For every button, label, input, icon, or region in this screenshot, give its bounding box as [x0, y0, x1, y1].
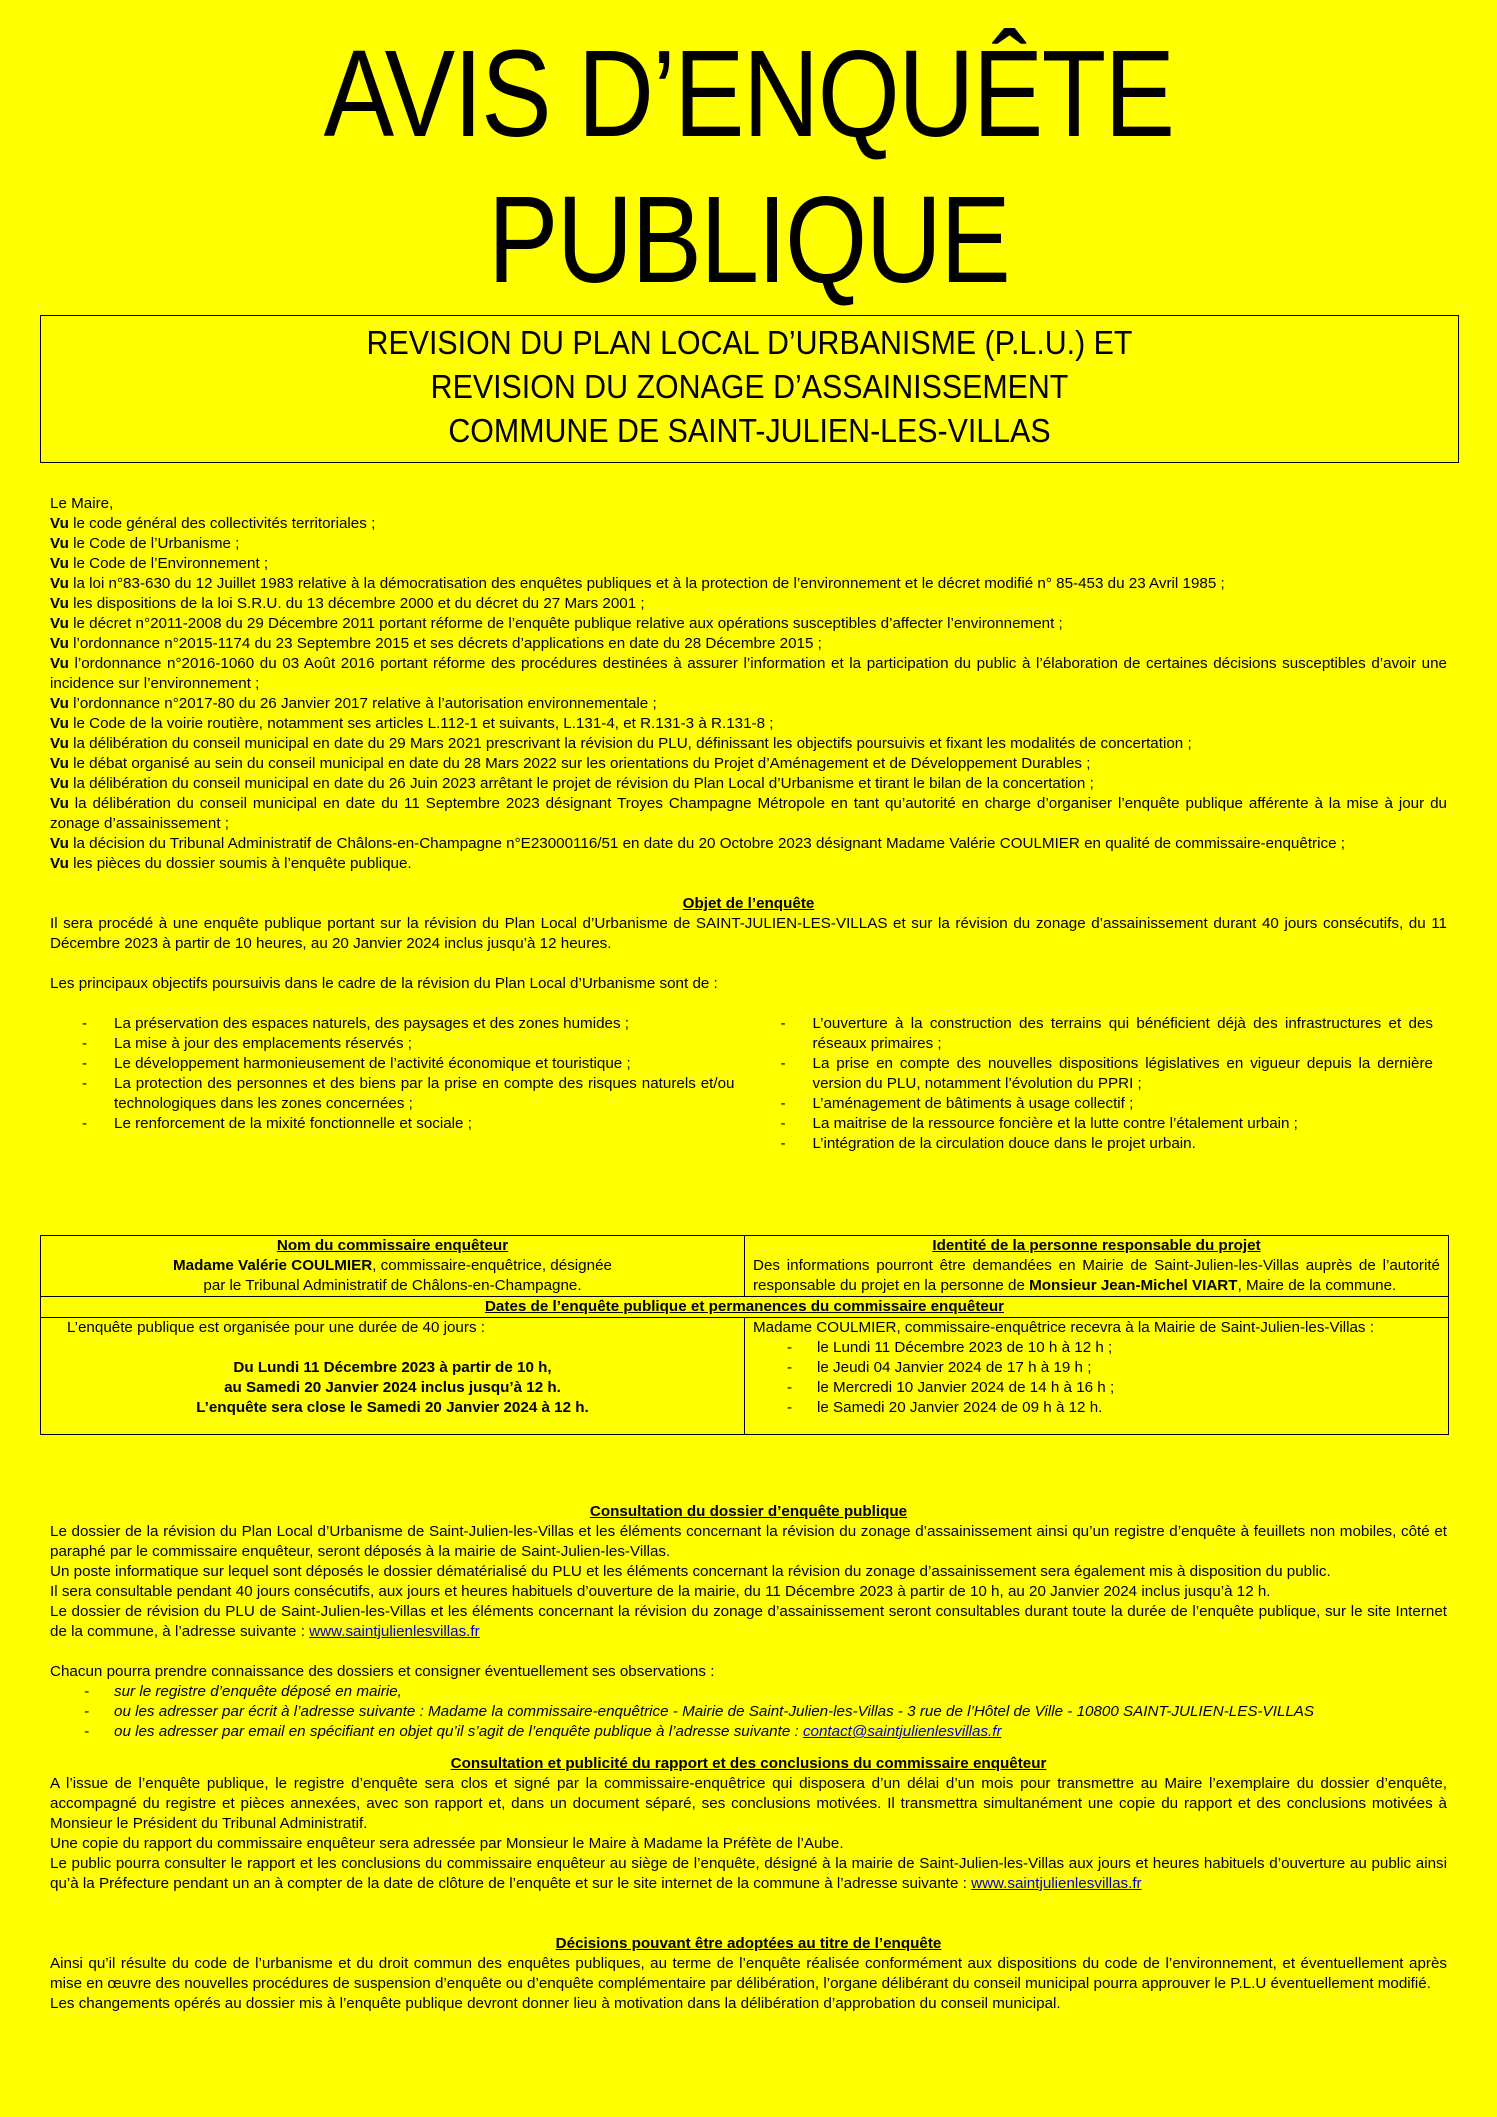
consultation-p2: Un poste informatique sur lequel sont déposés le dossier dématérialisé du PLU et les éléments concernant la révision du zonage d’assainissement sera également mis à disposition du public.	[50, 1563, 1331, 1580]
vu-list	[50, 514, 1447, 874]
website-link[interactable]: www.saintjulienlesvillas.fr	[309, 1623, 480, 1640]
consultation-section	[50, 1502, 1447, 2014]
commissaire-line-2: par le Tribunal Administratif de Châlons-en-Champagne.	[203, 1277, 582, 1294]
vu-item: Vu le débat organisé au sein du conseil municipal en date du 28 Mars 2022 sur les orientations du Projet d’Aménagement et de Développement Durables ;	[50, 755, 1091, 772]
vu-item: Vu le décret n°2011-2008 du 29 Décembre 2011 portant réforme de l’enquête publique relative aux opérations susceptibles d’affecter l’environnement ;	[50, 615, 1063, 632]
date-start: Du Lundi 11 Décembre 2023 à partir de 10 h,	[233, 1359, 552, 1376]
permanence-item: - le Jeudi 04 Janvier 2024 de 17 h à 19 h ;	[753, 1358, 1440, 1378]
vu-item: Vu les dispositions de la loi S.R.U. du 13 décembre 2000 et du décret du 27 Mars 2001 ;	[50, 595, 645, 612]
decisions-p2: Les changements opérés au dossier mis à l’enquête publique devront donner lieu à motivation dans la délibération d’approbation du conseil municipal.	[50, 1995, 1061, 2012]
permanence-item: - le Mercredi 10 Janvier 2024 de 14 h à 16 h ;	[753, 1378, 1440, 1398]
objet-text: Il sera procédé à une enquête publique portant sur la révision du Plan Local d’Urbanisme de SAINT-JULIEN-LES-VILLAS et sur la révision du zonage d’assainissement durant 40 jours consécutifs, du 11 Décembre 2023 à partir de 10 heures, au 20 Janvier 2024 inclus jusqu’à 12 heures.	[50, 915, 1447, 952]
subtitle-line-3: COMMUNE DE SAINT-JULIEN-LES-VILLAS	[448, 412, 1051, 449]
duration-text: L’enquête publique est organisée pour une durée de 40 jours :	[67, 1319, 485, 1336]
date-end: au Samedi 20 Janvier 2024 inclus jusqu’à 12 h.	[224, 1379, 561, 1396]
decisions-title: Décisions pouvant être adoptées au titre de l’enquête	[555, 1935, 942, 1952]
consultation-p1: Le dossier de la révision du Plan Local d’Urbanisme de Saint-Julien-les-Villas et les éléments concernant la révision du zonage d’assainissement ainsi qu’un registre d’enquête à feuillets non mobiles, côté et paraphé par le commissaire enquêteur, seront déposés à la mairie de Saint-Julien-les-Villas.	[50, 1523, 1447, 1560]
vu-item: Vu l’ordonnance n°2016-1060 du 03 Août 2016 portant réforme des procédures destinées à assurer l’information et la participation du public à l’élaboration de certaines décisions susceptibles d’avoir une incidence sur l’environnement ;	[50, 655, 1447, 692]
preamble-section	[50, 494, 1447, 1154]
objet-title: Objet de l’enquête	[682, 895, 815, 912]
main-title	[105, 22, 1392, 314]
commissaire-line: Madame Valérie COULMIER, commissaire-enquêtrice, désignée	[173, 1257, 612, 1274]
vu-item: Vu le Code de la voirie routière, notamment ses articles L.112-1 et suivants, L.131-4, et R.131-3 à R.131-8 ;	[50, 715, 774, 732]
permanence-item: - le Samedi 20 Janvier 2024 de 09 h à 12 h.	[753, 1398, 1440, 1418]
objective-item: - Le développement harmonieusement de l’activité économique et touristique ;	[50, 1054, 749, 1074]
rapport-p2: Une copie du rapport du commissaire enquêteur sera adressée par Monsieur le Maire à Madame la Préfète de l’Aube.	[50, 1835, 844, 1852]
date-close: L’enquête sera close le Samedi 20 Janvier 2024 à 12 h.	[196, 1399, 589, 1416]
objective-item: - Le renforcement de la mixité fonctionnelle et sociale ;	[50, 1114, 749, 1134]
dates-bold	[49, 1358, 736, 1418]
objective-item: - L’intégration de la circulation douce dans le projet urbain.	[749, 1134, 1448, 1154]
permanence-item: - le Lundi 11 Décembre 2023 de 10 h à 12 h ;	[753, 1338, 1440, 1358]
objective-item: - La mise à jour des emplacements réservés ;	[50, 1034, 749, 1054]
permanences-list	[753, 1338, 1440, 1418]
info-table	[40, 1235, 1449, 1435]
objective-item: - La protection des personnes et des biens par la prise en compte des risques naturels et/ou technologiques dans les zones concernées ;	[50, 1074, 749, 1114]
permanences-cell	[745, 1318, 1449, 1435]
consultation-p4: Le dossier de révision du PLU de Saint-Julien-les-Villas et les éléments concernant la révision du zonage d’assainissement seront consultables durant toute la durée de l’enquête publique, sur le site Internet de la commune, à l’adresse suivante : www.saintjulienlesvillas.fr	[50, 1603, 1447, 1640]
objective-item: - La prise en compte des nouvelles dispositions législatives en vigueur depuis la dernière version du PLU, notamment l’évolution du PPRI ;	[749, 1054, 1448, 1094]
observation-item: - ou les adresser par écrit à l’adresse suivante : Madame la commissaire-enquêtrice - Mairie de Saint-Julien-les-Villas - 3 rue de l’Hôtel de Ville - 10800 SAINT-JULIEN-LES-VILLAS	[50, 1702, 1447, 1722]
responsable-cell	[745, 1236, 1449, 1297]
objectives-left-list	[50, 1014, 749, 1154]
vu-item: Vu le code général des collectivités territoriales ;	[50, 515, 376, 532]
preamble-intro: Le Maire,	[50, 495, 114, 512]
observation-item: - ou les adresser par email en spécifiant en objet qu’il s’agit de l’enquête publique à l’adresse suivante : contact@saintjulienlesvillas.fr	[50, 1722, 1447, 1742]
objective-item: - La maitrise de la ressource foncière et la lutte contre l’étalement urbain ;	[749, 1114, 1448, 1134]
vu-item: Vu la délibération du conseil municipal en date du 26 Juin 2023 arrêtant le projet de révision du Plan Local d’Urbanisme et tirant le bilan de la concertation ;	[50, 775, 1094, 792]
vu-item: Vu la délibération du conseil municipal en date du 11 Septembre 2023 désignant Troyes Champagne Métropole en tant qu’autorité en charge d’organiser l’enquête publique afférente à la mise à jour du zonage d’assainissement ;	[50, 795, 1447, 832]
objective-item: - La préservation des espaces naturels, des paysages et des zones humides ;	[50, 1014, 749, 1034]
vu-item: Vu la délibération du conseil municipal en date du 29 Mars 2021 prescrivant la révision du PLU, définissant les objectifs poursuivis et fixant les modalités de concertation ;	[50, 735, 1192, 752]
consultation-p5: Chacun pourra prendre connaissance des dossiers et consigner éventuellement ses observations :	[50, 1663, 715, 1680]
vu-item: Vu le Code de l’Urbanisme ;	[50, 535, 240, 552]
objective-item: - L’aménagement de bâtiments à usage collectif ;	[749, 1094, 1448, 1114]
commissaire-cell	[41, 1236, 745, 1297]
vu-item: Vu le Code de l’Environnement ;	[50, 555, 269, 572]
rapport-p1: A l’issue de l’enquête publique, le registre d’enquête sera clos et signé par la commissaire-enquêtrice qui disposera d’un délai d’un mois pour transmettre au Maire l’exemplaire du dossier d’enquête, accompagné du registre et pièces annexées, avec son rapport et, dans un document séparé, ses conclusions motivées. Il transmettra simultanément une copie du rapport et des conclusions motivées à Monsieur le Président du Tribunal Administratif.	[50, 1775, 1447, 1832]
vu-item: Vu l’ordonnance n°2015-1174 du 23 Septembre 2015 et ses décrets d’applications en date du 28 Décembre 2015 ;	[50, 635, 822, 652]
responsable-header: Identité de la personne responsable du projet	[932, 1237, 1261, 1254]
observation-item: - sur le registre d’enquête déposé en mairie,	[50, 1682, 1447, 1702]
rapport-title: Consultation et publicité du rapport et des conclusions du commissaire enquêteur	[450, 1755, 1047, 1772]
consultation-title: Consultation du dossier d’enquête publique	[589, 1503, 908, 1520]
permanences-intro: Madame COULMIER, commissaire-enquêtrice recevra à la Mairie de Saint-Julien-les-Villas :	[753, 1319, 1374, 1336]
decisions-p1: Ainsi qu’il résulte du code de l’urbanisme et du droit commun des enquêtes publiques, au terme de l’enquête réalisée conformément aux dispositions du code de l’environnement, et éventuellement après mise en œuvre des nouvelles procédures de suspension d’enquête ou d’enquête complémentaire par délibération, l’organe délibérant du conseil municipal pourra approuver le P.L.U éventuellement modifié.	[50, 1955, 1447, 1992]
vu-item: Vu la décision du Tribunal Administratif de Châlons-en-Champagne n°E23000116/51 en date du 20 Octobre 2023 désignant Madame Valérie COULMIER en qualité de commissaire-enquêtrice ;	[50, 835, 1345, 852]
observations-list	[50, 1682, 1447, 1742]
dates-header: Dates de l’enquête publique et permanences du commissaire enquêteur	[41, 1297, 1449, 1318]
email-link[interactable]: contact@saintjulienlesvillas.fr	[802, 1723, 1002, 1740]
subtitle-line-2: REVISION DU ZONAGE D’ASSAINISSEMENT	[430, 368, 1069, 405]
objectives-intro: Les principaux objectifs poursuivis dans le cadre de la révision du Plan Local d’Urbanisme sont de :	[50, 975, 718, 992]
objective-item: - L’ouverture à la construction des terrains qui bénéficient déjà des infrastructures et des réseaux primaires ;	[749, 1014, 1448, 1054]
vu-item: Vu les pièces du dossier soumis à l’enquête publique.	[50, 855, 412, 872]
subtitle-line-1: REVISION DU PLAN LOCAL D’URBANISME (P.L.U.) ET	[366, 324, 1133, 361]
title-line-2: PUBLIQUE	[487, 172, 1010, 309]
vu-item: Vu la loi n°83-630 du 12 Juillet 1983 relative à la démocratisation des enquêtes publiques et à la protection de l’environnement et le décret modifié n° 85-453 du 23 Avril 1985 ;	[50, 575, 1225, 592]
title-line-1: AVIS D’ENQUÊTE	[323, 26, 1174, 163]
vu-item: Vu l’ordonnance n°2017-80 du 26 Janvier 2017 relative à l’autorisation environnementale ;	[50, 695, 657, 712]
objectives-columns	[50, 1014, 1447, 1154]
website-link-2[interactable]: www.saintjulienlesvillas.fr	[971, 1875, 1142, 1892]
commissaire-header: Nom du commissaire enquêteur	[276, 1237, 509, 1254]
rapport-p3: Le public pourra consulter le rapport et les conclusions du commissaire enquêteur au siège de l’enquête, désigné à la mairie de Saint-Julien-les-Villas aux jours et heures habituels d’ouverture au public ainsi qu’à la Préfecture pendant un an à compter de la date de clôture de l’enquête et sur le site internet de la commune à l’adresse suivante : www.saintjulienlesvillas.fr	[50, 1855, 1447, 1892]
objectives-right-list	[749, 1014, 1448, 1154]
consultation-p3: Il sera consultable pendant 40 jours consécutifs, aux jours et heures habituels d’ouverture de la mairie, du 11 Décembre 2023 à partir de 10 h, au 20 Janvier 2024 inclus jusqu’à 12 h.	[50, 1583, 1271, 1600]
dates-cell	[41, 1318, 745, 1435]
responsable-text: Des informations pourront être demandées en Mairie de Saint-Julien-les-Villas auprès de l’autorité responsable du projet en la personne de Monsieur Jean-Michel VIART, Maire de la commune.	[753, 1257, 1440, 1294]
subtitle-box	[40, 315, 1459, 463]
